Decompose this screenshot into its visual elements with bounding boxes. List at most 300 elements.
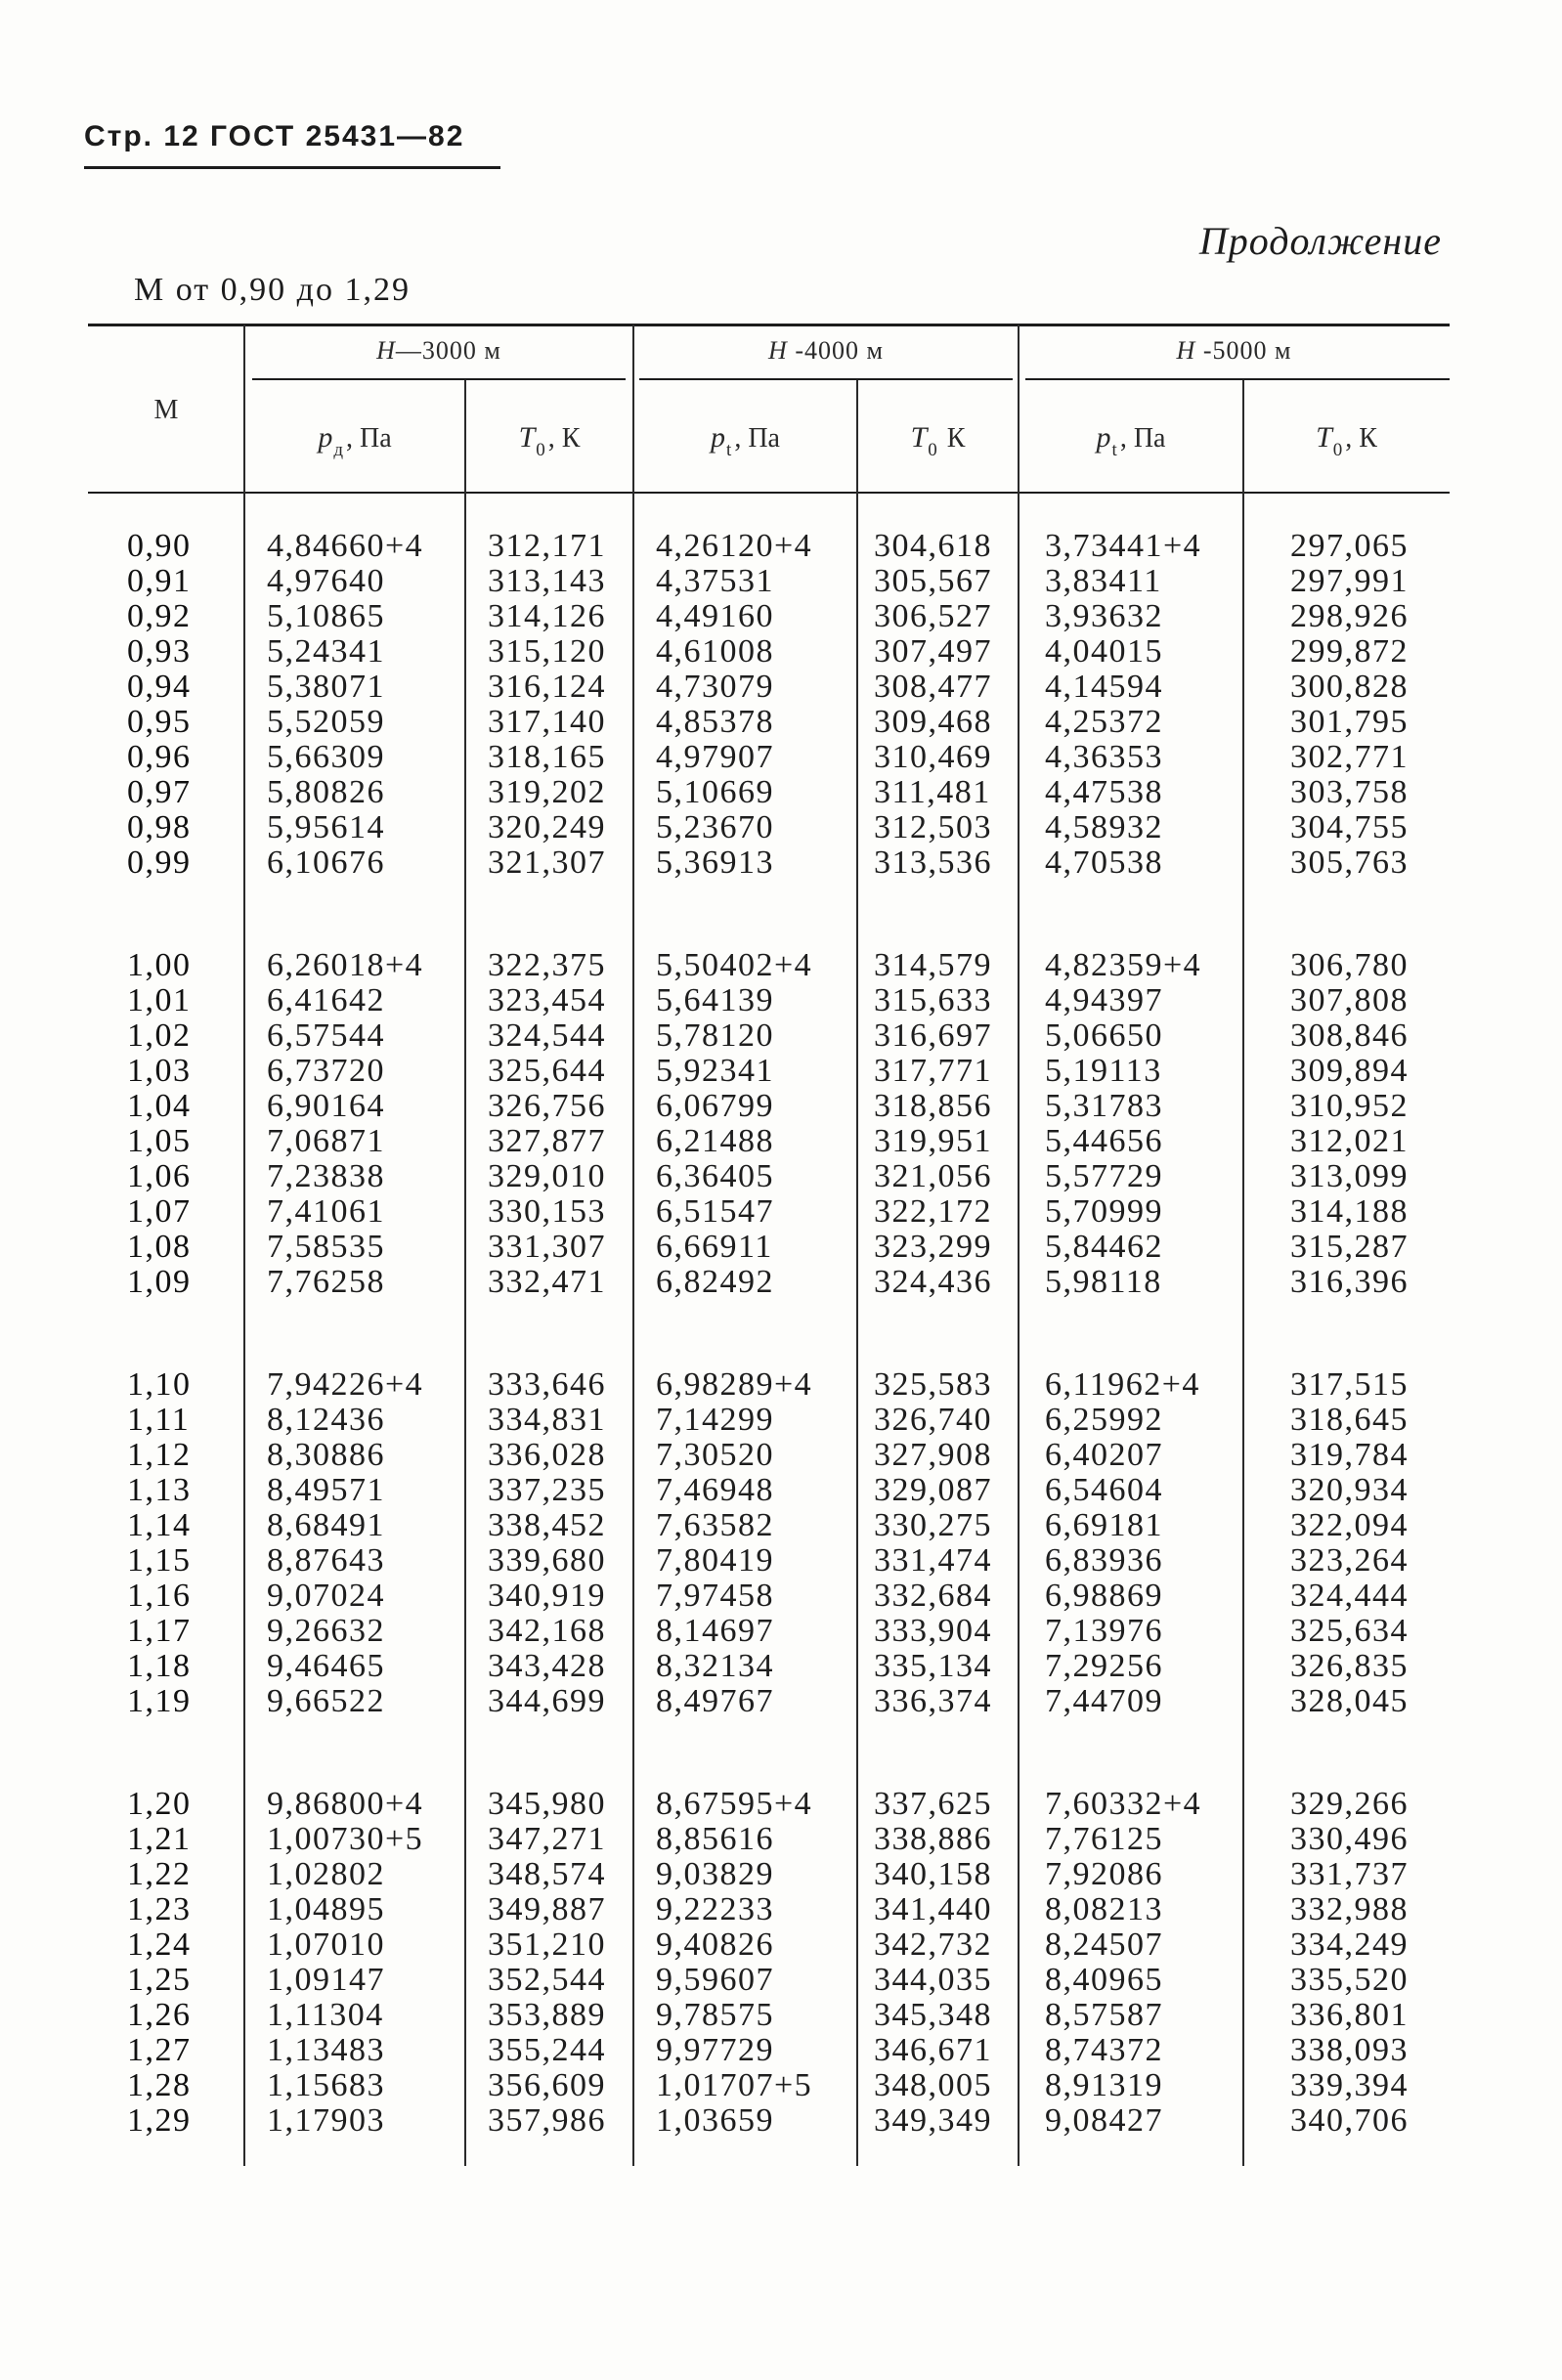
h5000-temperature-cell: 300,828	[1290, 669, 1409, 705]
h3000-pressure-cell: 6,41642	[267, 982, 385, 1018]
mach-number-cell: 0,94	[127, 669, 192, 705]
h3000-temperature-cell: 339,680	[488, 1542, 606, 1579]
mach-number-cell: 1,23	[127, 1891, 192, 1927]
h3000-pressure-cell: 9,66522	[267, 1683, 385, 1719]
h3000-temperature-cell: 343,428	[488, 1648, 606, 1684]
mach-number-cell: 1,18	[127, 1648, 192, 1684]
h3000-pressure-cell: 5,24341	[267, 633, 385, 670]
h3000-temperature-cell: 318,165	[488, 739, 606, 775]
h3000-temperature-cell: 314,126	[488, 598, 606, 634]
h5000-pressure-cell: 6,25992	[1045, 1402, 1163, 1438]
h5000-temperature-cell: 313,099	[1290, 1158, 1409, 1194]
h3000-temperature-cell: 325,644	[488, 1053, 606, 1089]
group-header-rule-h3000	[252, 378, 626, 380]
h5000-pressure-cell: 7,44709	[1045, 1683, 1163, 1719]
h5000-temperature-cell: 319,784	[1290, 1437, 1409, 1473]
h3000-pressure-cell: 5,38071	[267, 669, 385, 705]
h3000-temperature-cell: 312,171	[488, 528, 606, 564]
mach-number-cell: 1,16	[127, 1578, 192, 1614]
h5000-temperature-cell: 306,780	[1290, 947, 1409, 983]
mach-column-header: М	[153, 395, 179, 425]
h5000-pressure-cell: 3,93632	[1045, 598, 1163, 634]
temperature-header-h5000	[1243, 411, 1450, 465]
group-header-rule-h5000	[1025, 378, 1450, 380]
h5000-temperature-cell: 316,396	[1290, 1264, 1409, 1300]
h4000-pressure-cell: 1,01707+5	[656, 2067, 813, 2103]
h4000-temperature-cell: 309,468	[874, 704, 992, 740]
mach-number-cell: 0,90	[127, 528, 192, 564]
mach-number-cell: 1,05	[127, 1123, 192, 1159]
h4000-temperature-cell: 324,436	[874, 1264, 992, 1300]
table-row	[0, 1230, 1562, 1265]
h5000-pressure-cell: 4,25372	[1045, 704, 1163, 740]
h5000-temperature-cell: 334,249	[1290, 1926, 1409, 1963]
h3000-pressure-cell: 1,13483	[267, 2032, 385, 2068]
h3000-pressure-cell: 9,46465	[267, 1648, 385, 1684]
h4000-pressure-cell: 7,80419	[656, 1542, 774, 1579]
h3000-temperature-cell: 353,889	[488, 1997, 606, 2033]
h4000-temperature-cell: 314,579	[874, 947, 992, 983]
mach-number-cell: 1,06	[127, 1158, 192, 1194]
h5000-temperature-cell: 332,988	[1290, 1891, 1409, 1927]
h3000-temperature-cell: 338,452	[488, 1507, 606, 1543]
h3000-temperature-cell: 356,609	[488, 2067, 606, 2103]
mach-number-cell: 1,09	[127, 1264, 192, 1300]
h3000-temperature-cell: 340,919	[488, 1578, 606, 1614]
h3000-temperature-cell: 329,010	[488, 1158, 606, 1194]
pressure-symbol: p	[711, 421, 726, 454]
table-row	[0, 1787, 1562, 1822]
h4000-temperature-cell: 312,503	[874, 809, 992, 845]
h3000-pressure-cell: 5,95614	[267, 809, 385, 845]
mach-number-cell: 1,26	[127, 1997, 192, 2033]
mach-number-cell: 0,95	[127, 704, 192, 740]
h5000-pressure-cell: 4,36353	[1045, 739, 1163, 775]
h4000-temperature-cell: 327,908	[874, 1437, 992, 1473]
h4000-pressure-cell: 7,14299	[656, 1402, 774, 1438]
h5000-temperature-cell: 304,755	[1290, 809, 1409, 845]
h3000-pressure-cell: 9,07024	[267, 1578, 385, 1614]
table-row	[0, 1438, 1562, 1473]
table-row	[0, 1508, 1562, 1543]
mach-number-cell: 1,15	[127, 1542, 192, 1579]
table-row	[0, 529, 1562, 564]
h5000-pressure-cell: 7,92086	[1045, 1856, 1163, 1892]
temperature-header-h3000	[465, 411, 633, 465]
h4000-pressure-cell: 7,97458	[656, 1578, 774, 1614]
h4000-temperature-cell: 321,056	[874, 1158, 992, 1194]
h5000-temperature-cell: 329,266	[1290, 1786, 1409, 1822]
table-top-rule	[88, 324, 1450, 326]
h5000-pressure-cell: 8,24507	[1045, 1926, 1163, 1963]
h4000-temperature-cell: 313,536	[874, 844, 992, 881]
h3000-pressure-cell: 7,41061	[267, 1193, 385, 1230]
h5000-temperature-cell: 297,065	[1290, 528, 1409, 564]
mach-number-cell: 1,01	[127, 982, 192, 1018]
h5000-pressure-cell: 4,58932	[1045, 809, 1163, 845]
h3000-temperature-cell: 326,756	[488, 1088, 606, 1124]
h3000-temperature-cell: 352,544	[488, 1962, 606, 1998]
h4000-pressure-cell: 4,37531	[656, 563, 774, 599]
h4000-pressure-cell: 6,51547	[656, 1193, 774, 1230]
h5000-pressure-cell: 6,69181	[1045, 1507, 1163, 1543]
h5000-temperature-cell: 312,021	[1290, 1123, 1409, 1159]
mach-number-cell: 1,20	[127, 1786, 192, 1822]
h4000-pressure-cell: 4,49160	[656, 598, 774, 634]
range-caption: М от 0,90 до 1,29	[134, 272, 411, 308]
h4000-temperature-cell: 348,005	[874, 2067, 992, 2103]
h5000-temperature-cell: 299,872	[1290, 633, 1409, 670]
h4000-pressure-cell: 4,73079	[656, 669, 774, 705]
mach-number-cell: 0,92	[127, 598, 192, 634]
h4000-pressure-cell: 6,06799	[656, 1088, 774, 1124]
mach-number-cell: 1,02	[127, 1017, 192, 1054]
h4000-pressure-cell: 7,46948	[656, 1472, 774, 1508]
table-header-bottom-rule	[88, 492, 1450, 494]
group-header-h5000	[1019, 330, 1450, 371]
temperature-symbol: T	[910, 421, 928, 454]
mach-number-cell: 1,25	[127, 1962, 192, 1998]
mach-number-cell: 0,91	[127, 563, 192, 599]
pressure-unit: , Па	[346, 423, 392, 454]
h4000-temperature-cell: 332,684	[874, 1578, 992, 1614]
h4000-temperature-cell: 345,348	[874, 1997, 992, 2033]
h3000-pressure-cell: 1,04895	[267, 1891, 385, 1927]
h5000-temperature-cell: 302,771	[1290, 739, 1409, 775]
h5000-temperature-cell: 318,645	[1290, 1402, 1409, 1438]
temperature-symbol: T	[1316, 421, 1332, 454]
h4000-pressure-cell: 9,97729	[656, 2032, 774, 2068]
mach-number-cell: 1,03	[127, 1053, 192, 1089]
pressure-header-h4000	[633, 411, 857, 465]
mach-number-cell: 1,11	[127, 1402, 191, 1438]
h5000-pressure-cell: 7,13976	[1045, 1613, 1163, 1649]
h3000-temperature-cell: 330,153	[488, 1193, 606, 1230]
mach-number-cell: 1,12	[127, 1437, 192, 1473]
table-row	[0, 705, 1562, 740]
h4000-pressure-cell: 6,21488	[656, 1123, 774, 1159]
h4000-temperature-cell: 331,474	[874, 1542, 992, 1579]
h4000-temperature-cell: 344,035	[874, 1962, 992, 1998]
h5000-pressure-cell: 8,40965	[1045, 1962, 1163, 1998]
continuation-label: Продолжение	[1198, 219, 1442, 263]
h3000-temperature-cell: 321,307	[488, 844, 606, 881]
h5000-pressure-cell: 6,83936	[1045, 1542, 1163, 1579]
h5000-pressure-cell: 8,08213	[1045, 1891, 1163, 1927]
h4000-pressure-cell: 5,92341	[656, 1053, 774, 1089]
h5000-temperature-cell: 325,634	[1290, 1613, 1409, 1649]
h4000-pressure-cell: 5,64139	[656, 982, 774, 1018]
mach-number-cell: 1,29	[127, 2102, 192, 2139]
table-row	[0, 634, 1562, 670]
h5000-pressure-cell: 4,04015	[1045, 633, 1163, 670]
h5000-temperature-cell: 323,264	[1290, 1542, 1409, 1579]
mach-number-cell: 1,27	[127, 2032, 192, 2068]
table-row	[0, 1649, 1562, 1684]
h4000-pressure-cell: 7,63582	[656, 1507, 774, 1543]
h4000-pressure-cell: 9,03829	[656, 1856, 774, 1892]
mach-number-cell: 1,07	[127, 1193, 192, 1230]
mach-number-cell: 0,93	[127, 633, 192, 670]
mach-number-cell: 1,14	[127, 1507, 192, 1543]
h4000-temperature-cell: 330,275	[874, 1507, 992, 1543]
h3000-temperature-cell: 348,574	[488, 1856, 606, 1892]
mach-number-cell: 1,28	[127, 2067, 192, 2103]
h4000-temperature-cell: 337,625	[874, 1786, 992, 1822]
h5000-pressure-cell: 5,31783	[1045, 1088, 1163, 1124]
h4000-temperature-cell: 317,771	[874, 1053, 992, 1089]
h4000-temperature-cell: 304,618	[874, 528, 992, 564]
h3000-pressure-cell: 8,30886	[267, 1437, 385, 1473]
h4000-pressure-cell: 6,36405	[656, 1158, 774, 1194]
h5000-temperature-cell: 301,795	[1290, 704, 1409, 740]
h3000-temperature-cell: 323,454	[488, 982, 606, 1018]
h4000-pressure-cell: 7,30520	[656, 1437, 774, 1473]
h5000-pressure-cell: 4,94397	[1045, 982, 1163, 1018]
h4000-temperature-cell: 316,697	[874, 1017, 992, 1054]
h4000-temperature-cell: 322,172	[874, 1193, 992, 1230]
mach-number-cell: 1,13	[127, 1472, 192, 1508]
h5000-temperature-cell: 308,846	[1290, 1017, 1409, 1054]
h3000-pressure-cell: 8,49571	[267, 1472, 385, 1508]
table-row	[0, 1614, 1562, 1649]
altitude-value: -4000 м	[787, 336, 884, 365]
h3000-temperature-cell: 316,124	[488, 669, 606, 705]
h4000-pressure-cell: 5,36913	[656, 844, 774, 881]
h5000-pressure-cell: 5,57729	[1045, 1158, 1163, 1194]
h5000-pressure-cell: 7,29256	[1045, 1648, 1163, 1684]
mach-number-cell: 1,17	[127, 1613, 192, 1649]
h3000-pressure-cell: 5,52059	[267, 704, 385, 740]
h3000-temperature-cell: 320,249	[488, 809, 606, 845]
group-header-rule-h4000	[639, 378, 1013, 380]
h3000-pressure-cell: 5,66309	[267, 739, 385, 775]
page-reference-underline	[84, 166, 500, 169]
h4000-temperature-cell: 310,469	[874, 739, 992, 775]
table-row	[0, 775, 1562, 810]
altitude-value: -5000 м	[1195, 336, 1292, 365]
h5000-temperature-cell: 314,188	[1290, 1193, 1409, 1230]
h3000-pressure-cell: 5,80826	[267, 774, 385, 810]
table-row	[0, 1963, 1562, 1998]
pressure-header-h5000	[1019, 411, 1243, 465]
h3000-pressure-cell: 7,94226+4	[267, 1366, 424, 1403]
mach-number-cell: 0,99	[127, 844, 192, 881]
h5000-temperature-cell: 310,952	[1290, 1088, 1409, 1124]
h5000-pressure-cell: 5,44656	[1045, 1123, 1163, 1159]
temperature-subscript: 0	[928, 440, 937, 460]
table-row	[0, 1543, 1562, 1579]
h4000-pressure-cell: 6,66911	[656, 1229, 773, 1265]
h4000-pressure-cell: 9,78575	[656, 1997, 774, 2033]
mach-number-cell: 1,22	[127, 1856, 192, 1892]
h5000-pressure-cell: 6,98869	[1045, 1578, 1163, 1614]
h4000-pressure-cell: 9,40826	[656, 1926, 774, 1963]
table-row	[0, 564, 1562, 599]
h5000-temperature-cell: 317,515	[1290, 1366, 1409, 1403]
h3000-temperature-cell: 315,120	[488, 633, 606, 670]
h4000-temperature-cell: 307,497	[874, 633, 992, 670]
h5000-pressure-cell: 5,19113	[1045, 1053, 1162, 1089]
table-row	[0, 1159, 1562, 1194]
temperature-unit: К	[939, 423, 966, 454]
h3000-pressure-cell: 5,10865	[267, 598, 385, 634]
temperature-symbol: T	[518, 421, 536, 454]
altitude-symbol: H	[1176, 336, 1196, 365]
temperature-unit: , К	[1345, 423, 1377, 454]
mach-number-cell: 1,10	[127, 1366, 192, 1403]
h5000-temperature-cell: 335,520	[1290, 1962, 1409, 1998]
h4000-pressure-cell: 8,32134	[656, 1648, 774, 1684]
table-row	[0, 1367, 1562, 1403]
table-row	[0, 1822, 1562, 1857]
h4000-pressure-cell: 8,49767	[656, 1683, 774, 1719]
h3000-temperature-cell: 322,375	[488, 947, 606, 983]
table-row	[0, 1018, 1562, 1054]
h3000-temperature-cell: 313,143	[488, 563, 606, 599]
h3000-pressure-cell: 7,58535	[267, 1229, 385, 1265]
h3000-temperature-cell: 351,210	[488, 1926, 606, 1963]
h4000-pressure-cell: 4,85378	[656, 704, 774, 740]
h4000-pressure-cell: 9,22233	[656, 1891, 774, 1927]
table-row	[0, 1998, 1562, 2033]
temperature-subscript: 0	[1332, 440, 1343, 460]
h3000-temperature-cell: 319,202	[488, 774, 606, 810]
table-row	[0, 1927, 1562, 1963]
table-row	[0, 1579, 1562, 1614]
h3000-pressure-cell: 1,00730+5	[267, 1821, 424, 1857]
pressure-subscript: t	[1111, 440, 1117, 460]
pressure-header-h3000	[244, 411, 465, 465]
mach-number-cell: 1,08	[127, 1229, 192, 1265]
h4000-pressure-cell: 5,10669	[656, 774, 774, 810]
h5000-pressure-cell: 6,11962+4	[1045, 1366, 1200, 1403]
table-row	[0, 948, 1562, 983]
h3000-temperature-cell: 349,887	[488, 1891, 606, 1927]
h5000-temperature-cell: 326,835	[1290, 1648, 1409, 1684]
h3000-pressure-cell: 7,23838	[267, 1158, 385, 1194]
h5000-temperature-cell: 315,287	[1290, 1229, 1409, 1265]
h5000-pressure-cell: 8,57587	[1045, 1997, 1163, 2033]
h4000-pressure-cell: 6,98289+4	[656, 1366, 813, 1403]
h5000-temperature-cell: 331,737	[1290, 1856, 1409, 1892]
h4000-temperature-cell: 333,904	[874, 1613, 992, 1649]
h5000-pressure-cell: 4,14594	[1045, 669, 1163, 705]
h5000-temperature-cell: 340,706	[1290, 2102, 1409, 2139]
h5000-temperature-cell: 338,093	[1290, 2032, 1409, 2068]
h4000-pressure-cell: 8,14697	[656, 1613, 774, 1649]
h5000-temperature-cell: 307,808	[1290, 982, 1409, 1018]
mach-number-cell: 0,98	[127, 809, 192, 845]
h3000-pressure-cell: 1,11304	[267, 1997, 384, 2033]
h4000-temperature-cell: 315,633	[874, 982, 992, 1018]
h3000-temperature-cell: 344,699	[488, 1683, 606, 1719]
altitude-symbol: H	[376, 336, 396, 365]
h4000-pressure-cell: 5,78120	[656, 1017, 774, 1054]
h4000-temperature-cell: 335,134	[874, 1648, 992, 1684]
h5000-temperature-cell: 328,045	[1290, 1683, 1409, 1719]
mach-number-cell: 1,04	[127, 1088, 192, 1124]
h5000-pressure-cell: 4,70538	[1045, 844, 1163, 881]
h3000-pressure-cell: 6,90164	[267, 1088, 385, 1124]
table-row	[0, 2033, 1562, 2068]
pressure-unit: , Па	[1119, 423, 1166, 454]
h4000-temperature-cell: 319,951	[874, 1123, 992, 1159]
h5000-temperature-cell: 336,801	[1290, 1997, 1409, 2033]
h5000-pressure-cell: 6,40207	[1045, 1437, 1163, 1473]
temperature-header-h4000	[857, 411, 1019, 465]
h3000-temperature-cell: 324,544	[488, 1017, 606, 1054]
h4000-temperature-cell: 325,583	[874, 1366, 992, 1403]
pressure-subscript: д	[333, 440, 343, 460]
page-reference: Стр. 12 ГОСТ 25431—82	[84, 120, 465, 152]
h3000-pressure-cell: 8,68491	[267, 1507, 385, 1543]
table-row	[0, 670, 1562, 705]
h5000-pressure-cell: 5,06650	[1045, 1017, 1163, 1054]
h4000-temperature-cell: 349,349	[874, 2102, 992, 2139]
h3000-temperature-cell: 334,831	[488, 1402, 606, 1438]
h5000-pressure-cell: 6,54604	[1045, 1472, 1163, 1508]
h3000-temperature-cell: 347,271	[488, 1821, 606, 1857]
pressure-unit: , Па	[734, 423, 780, 454]
h4000-temperature-cell: 329,087	[874, 1472, 992, 1508]
pressure-subscript: t	[726, 440, 732, 460]
table-row	[0, 1054, 1562, 1089]
h5000-temperature-cell: 297,991	[1290, 563, 1409, 599]
group-header-h3000	[244, 330, 633, 371]
table-row	[0, 1473, 1562, 1508]
h3000-temperature-cell: 333,646	[488, 1366, 606, 1403]
h5000-pressure-cell: 7,60332+4	[1045, 1786, 1202, 1822]
h3000-pressure-cell: 1,17903	[267, 2102, 385, 2139]
h3000-pressure-cell: 6,26018+4	[267, 947, 424, 983]
h3000-pressure-cell: 9,86800+4	[267, 1786, 424, 1822]
h4000-temperature-cell: 346,671	[874, 2032, 992, 2068]
h3000-temperature-cell: 332,471	[488, 1264, 606, 1300]
h5000-pressure-cell: 3,83411	[1045, 563, 1162, 599]
h3000-pressure-cell: 1,15683	[267, 2067, 385, 2103]
table-row	[0, 983, 1562, 1018]
h3000-pressure-cell: 7,06871	[267, 1123, 385, 1159]
h5000-pressure-cell: 7,76125	[1045, 1821, 1163, 1857]
h5000-pressure-cell: 5,70999	[1045, 1193, 1163, 1230]
table-row	[0, 1265, 1562, 1300]
h5000-temperature-cell: 330,496	[1290, 1821, 1409, 1857]
h4000-pressure-cell: 4,26120+4	[656, 528, 813, 564]
h3000-pressure-cell: 1,02802	[267, 1856, 385, 1892]
h3000-pressure-cell: 6,73720	[267, 1053, 385, 1089]
h4000-pressure-cell: 8,67595+4	[656, 1786, 813, 1822]
h4000-pressure-cell: 6,82492	[656, 1264, 774, 1300]
h3000-pressure-cell: 4,97640	[267, 563, 385, 599]
h3000-temperature-cell: 337,235	[488, 1472, 606, 1508]
h5000-temperature-cell: 324,444	[1290, 1578, 1409, 1614]
pressure-symbol: p	[318, 421, 333, 454]
h4000-temperature-cell: 326,740	[874, 1402, 992, 1438]
mach-number-cell: 1,21	[127, 1821, 192, 1857]
h3000-temperature-cell: 317,140	[488, 704, 606, 740]
table-row	[0, 810, 1562, 845]
temperature-subscript: 0	[536, 440, 545, 460]
table-row	[0, 1194, 1562, 1230]
temperature-unit: , К	[547, 423, 581, 454]
altitude-symbol: H	[768, 336, 788, 365]
h3000-pressure-cell: 7,76258	[267, 1264, 385, 1300]
h4000-temperature-cell: 338,886	[874, 1821, 992, 1857]
h4000-temperature-cell: 311,481	[874, 774, 991, 810]
h3000-pressure-cell: 1,09147	[267, 1962, 385, 1998]
h5000-temperature-cell: 303,758	[1290, 774, 1409, 810]
